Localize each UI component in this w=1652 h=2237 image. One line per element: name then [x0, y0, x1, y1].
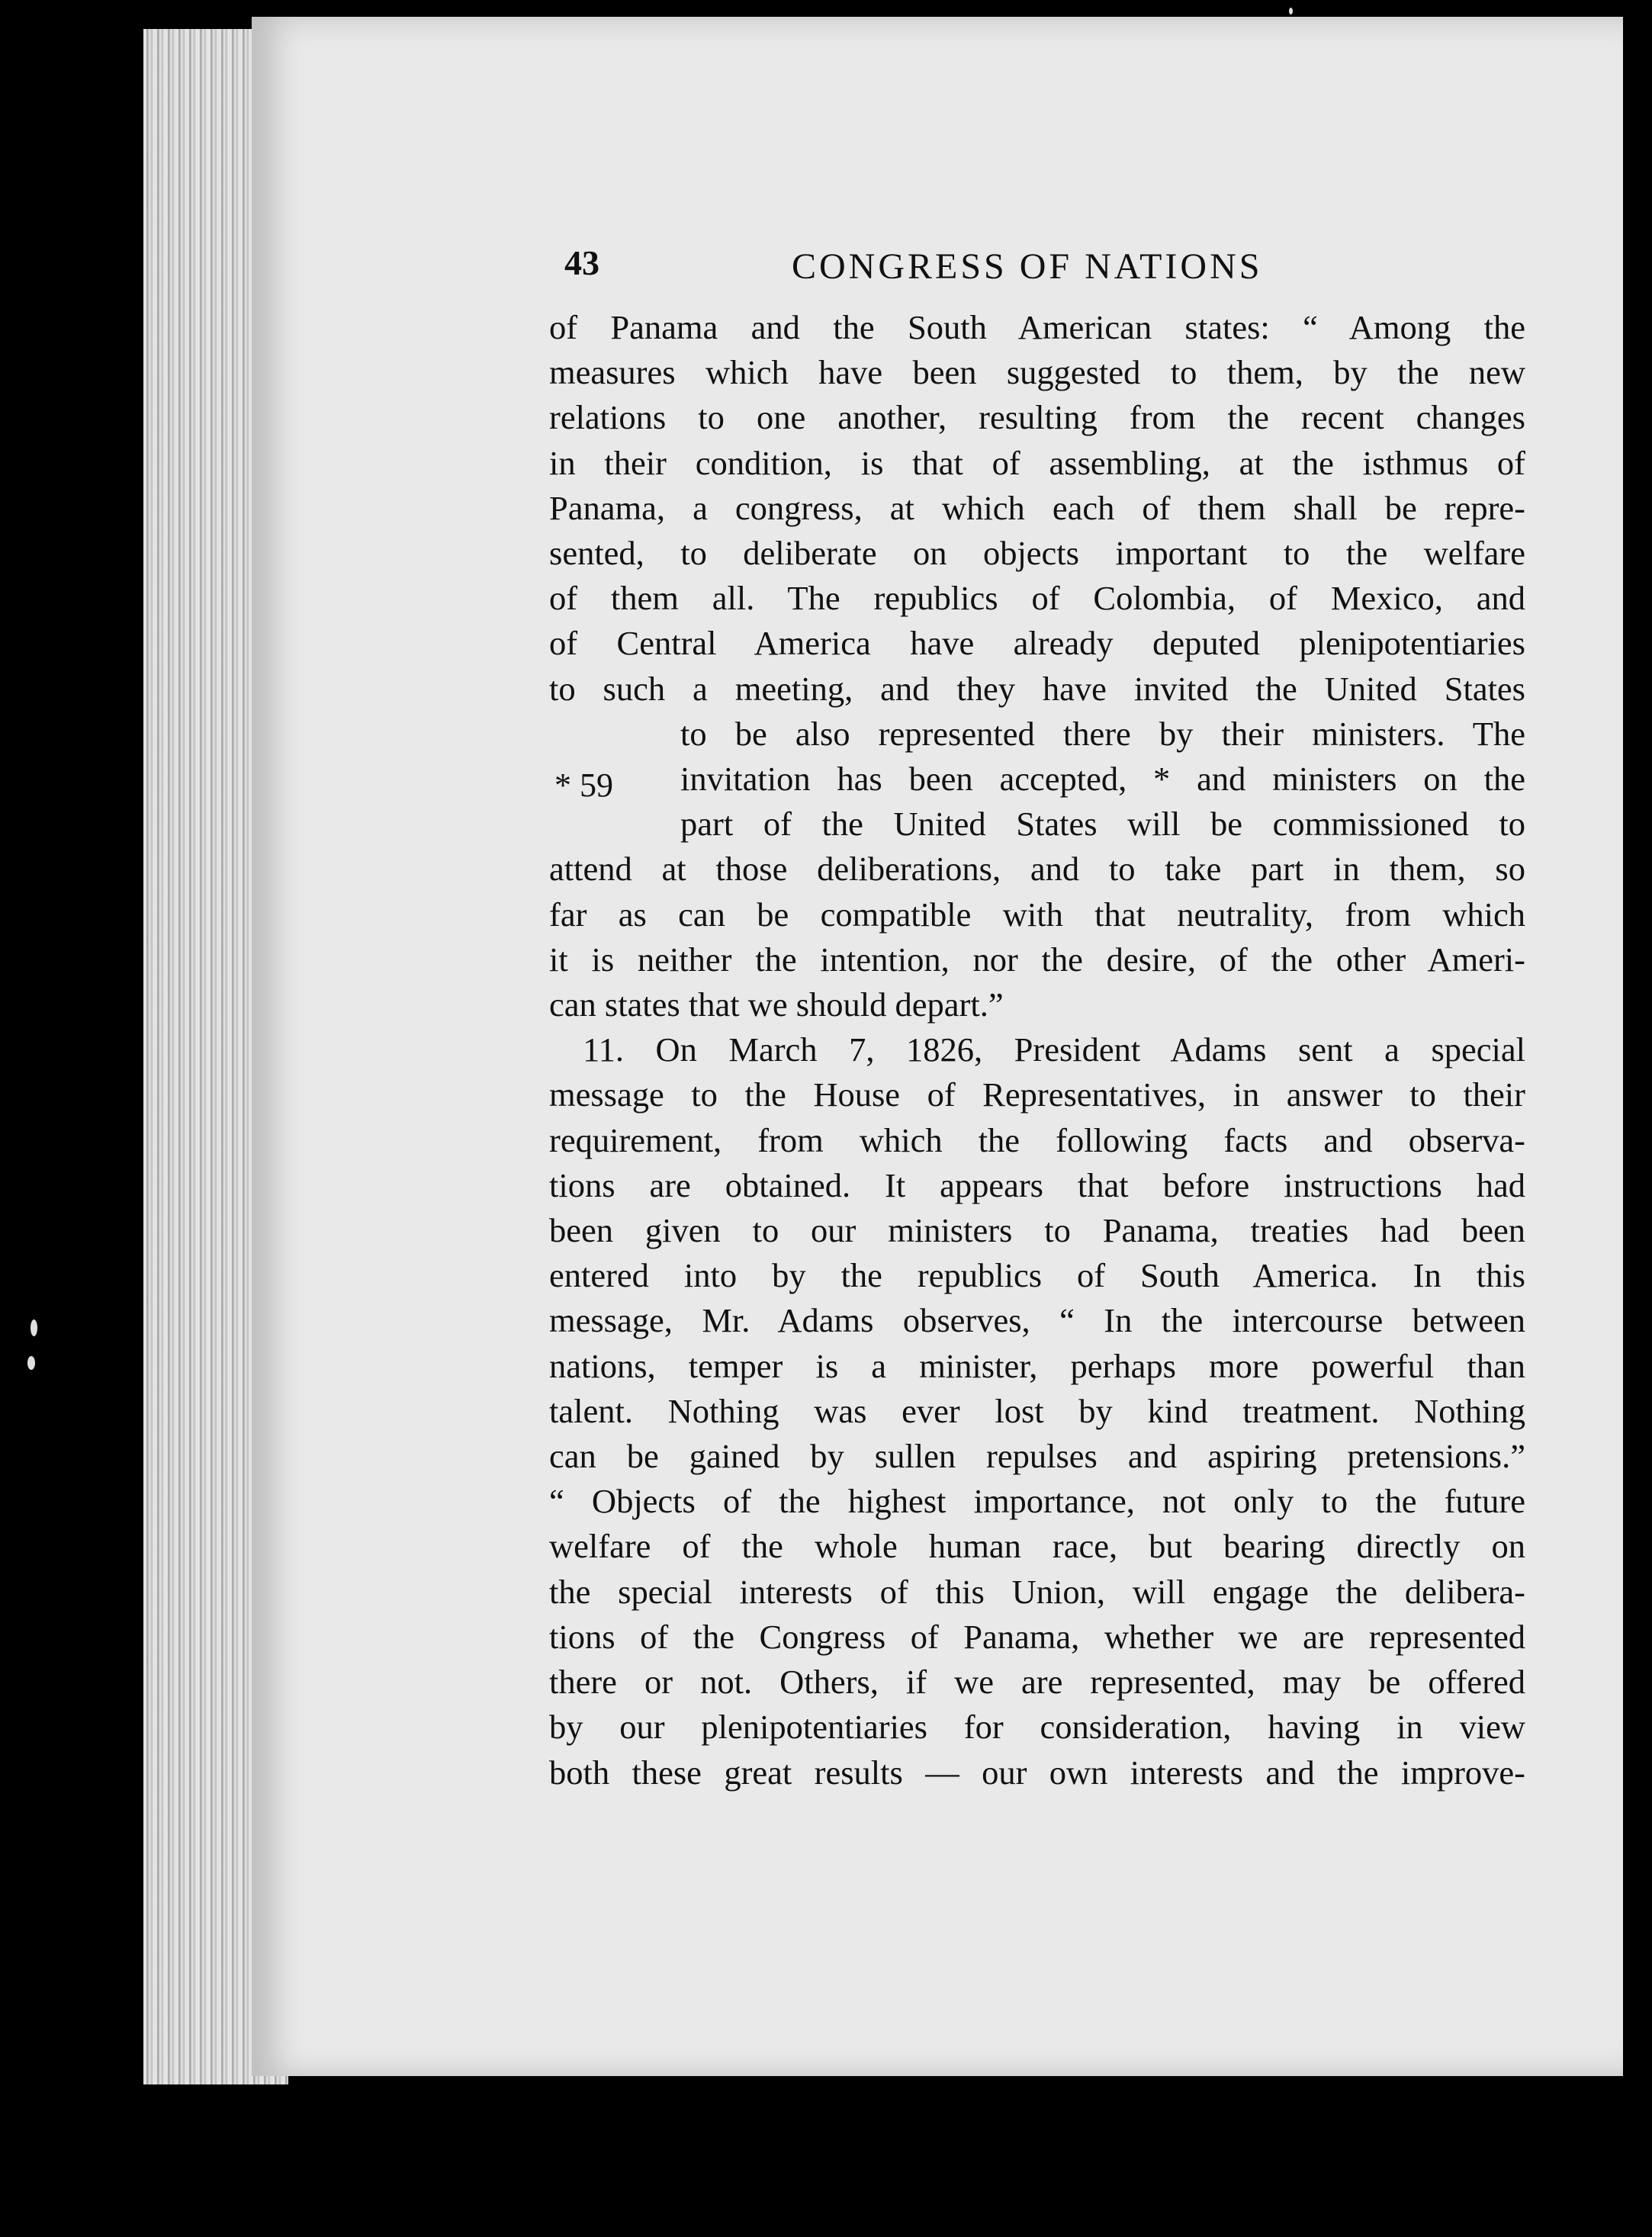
text-line: attend at those deliberations, and to take part in them, so — [549, 850, 1525, 889]
text-line: sented, to deliberate on objects important to the welfare — [549, 534, 1525, 573]
scan-speck — [27, 1356, 35, 1370]
text-line: requirement, from which the following facts and observa- — [549, 1120, 1525, 1159]
text-line: tions are obtained. It appears that before instructions had — [549, 1165, 1525, 1204]
text-line: both these great results — our own interests and the improve- — [549, 1753, 1525, 1792]
text-line: invitation has been accepted, * and ministers on the — [680, 760, 1525, 799]
text-line: part of the United States will be commissioned to — [680, 805, 1525, 844]
text-line: of them all. The republics of Colombia, of Mexico, and — [549, 579, 1525, 618]
text-line: message, Mr. Adams observes, “ In the intercourse between — [549, 1301, 1525, 1340]
text-line: the special interests of this Union, will engage the delibera- — [549, 1572, 1525, 1611]
scan-speck — [31, 1319, 37, 1336]
text-line: tions of the Congress of Panama, whether we are represented — [549, 1617, 1525, 1656]
paragraph-start-line: 11. On March 7, 1826, President Adams sent a special — [583, 1030, 1525, 1069]
text-line: can be gained by sullen repulses and aspiring pretensions.” — [549, 1437, 1525, 1476]
margin-page-reference: * 59 — [554, 767, 613, 804]
text-line: by our plenipotentiaries for consideration, having in view — [549, 1708, 1525, 1747]
body-text — [549, 305, 1525, 1795]
text-line: welfare of the whole human race, but bearing directly on — [549, 1527, 1525, 1566]
running-title: CONGRESS OF NATIONS — [792, 246, 1263, 287]
text-line: of Central America have already deputed plenipotentiaries — [549, 624, 1525, 663]
text-line: been given to our ministers to Panama, treaties had been — [549, 1211, 1525, 1250]
text-line: to be also represented there by their ministers. The — [680, 714, 1525, 753]
text-line: Panama, a congress, at which each of them shall be repre- — [549, 488, 1525, 527]
text-line: “ Objects of the highest importance, not only to the future — [549, 1482, 1525, 1521]
text-line: far as can be compatible with that neutrality, from which — [549, 895, 1525, 934]
text-line: relations to one another, resulting from the recent changes — [549, 398, 1525, 437]
text-line: of Panama and the South American states: “ Among the — [549, 308, 1525, 346]
text-line: to such a meeting, and they have invited the United States — [549, 669, 1525, 708]
text-line: entered into by the republics of South America. In this — [549, 1256, 1525, 1295]
running-head — [564, 243, 1510, 304]
text-line: it is neither the intention, nor the desire, of the other Ameri- — [549, 940, 1525, 979]
text-line: talent. Nothing was ever lost by kind treatment. Nothing — [549, 1391, 1525, 1430]
scan-speck — [1289, 8, 1293, 14]
text-line: measures which have been suggested to them, by the new — [549, 353, 1525, 392]
text-line: there or not. Others, if we are represented, may be offered — [549, 1663, 1525, 1702]
text-line: nations, temper is a minister, perhaps more powerful than — [549, 1346, 1525, 1385]
text-line: message to the House of Representatives, in answer to their — [549, 1075, 1525, 1114]
page-number: 43 — [564, 243, 599, 282]
text-line: can states that we should depart.” — [549, 985, 1004, 1024]
text-line: in their condition, is that of assembling, at the isthmus of — [549, 443, 1525, 482]
